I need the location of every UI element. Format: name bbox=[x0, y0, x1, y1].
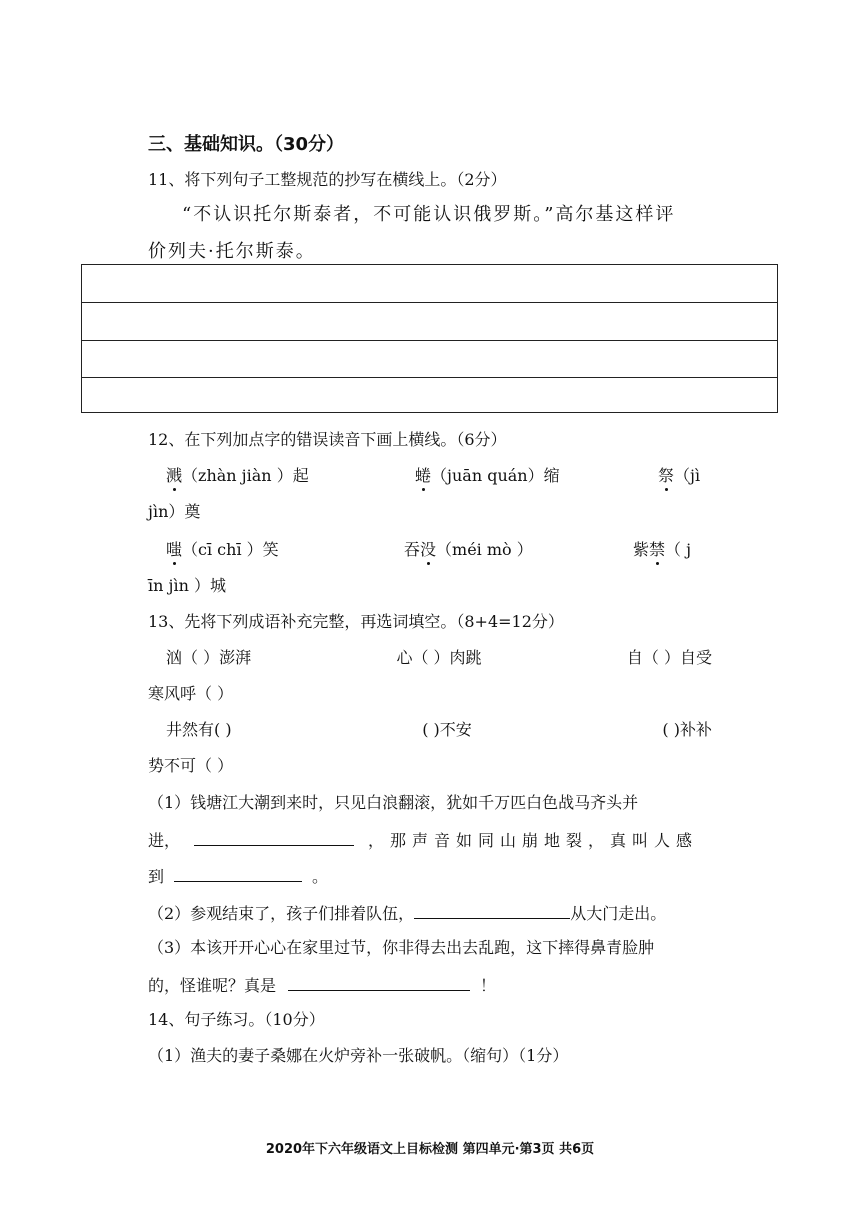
question-14-sentence-1: （1）渔夫的妻子桑娜在火炉旁补一张破帆。（缩句）（1分） bbox=[148, 1046, 569, 1065]
idiom-item: ( )补补 bbox=[662, 720, 712, 739]
question-13-prompt: 13、先将下列成语补充完整，再选词填空。（8+4=12分） bbox=[148, 612, 564, 631]
quote-line-1: “不认识托尔斯泰者，不可能认识俄罗斯。”高尔基这样评 bbox=[182, 204, 676, 225]
dotted-char: 溅 bbox=[166, 466, 183, 485]
idiom-item: 汹（ ）澎湃 bbox=[166, 648, 252, 667]
pinyin-item: 吞没（méi mò ） bbox=[404, 540, 533, 559]
question-12-prompt: 12、在下列加点字的错误读音下画上横线。（6分） bbox=[148, 430, 507, 449]
sentence-3-line-1: （3）本该开开心心在家里过节，你非得去出去乱跑，这下摔得鼻青脸肿 bbox=[148, 938, 655, 957]
dotted-char: 蜷 bbox=[415, 466, 432, 485]
dotted-char: 嗤 bbox=[166, 540, 183, 559]
fill-blank[interactable] bbox=[194, 829, 354, 846]
pinyin-item-wrap: īn jìn ）城 bbox=[148, 576, 226, 595]
pinyin-item-wrap: jìn）奠 bbox=[148, 502, 201, 521]
quote-line-2: 价列夫·托尔斯泰。 bbox=[148, 241, 316, 262]
pinyin-item: 溅（zhàn jiàn ）起 bbox=[166, 466, 309, 485]
copy-writing-grid[interactable] bbox=[81, 264, 778, 413]
pinyin-item: 嗤（cī chī ）笑 bbox=[166, 540, 279, 559]
idiom-item: 井然有( ) bbox=[166, 720, 232, 739]
dotted-char: 祭 bbox=[658, 466, 675, 485]
page-footer: 2020年下六年级语文上目标检测 第四单元·第3页 共6页 bbox=[265, 1142, 595, 1157]
idiom-item: ( )不安 bbox=[422, 720, 472, 739]
dotted-char: 没 bbox=[420, 540, 437, 559]
fill-blank[interactable] bbox=[174, 865, 302, 882]
writing-line bbox=[82, 302, 777, 303]
idiom-item-wrap: 势不可（ ） bbox=[148, 756, 234, 775]
writing-line bbox=[82, 377, 777, 378]
fill-blank[interactable] bbox=[288, 974, 470, 991]
idiom-item: 心（ ）肉跳 bbox=[396, 648, 482, 667]
sentence-3-line-2: 的，怪谁呢？真是 ！ bbox=[148, 976, 497, 995]
idiom-item: 自（ ）自受 bbox=[626, 648, 712, 667]
pinyin-item: 祭（jì bbox=[658, 466, 701, 485]
sentence-2: （2）参观结束了，孩子们排着队伍， 从大门走出。 bbox=[148, 904, 667, 923]
fill-blank[interactable] bbox=[414, 902, 570, 919]
pinyin-item: 蜷（juān quán）缩 bbox=[415, 466, 560, 485]
idiom-row bbox=[166, 648, 712, 668]
question-14-prompt: 14、句子练习。（10分） bbox=[148, 1010, 325, 1029]
sentence-1-line-1: （1）钱塘江大潮到来时，只见白浪翻滚，犹如千万匹白色战马齐头并 bbox=[148, 793, 639, 812]
section-title: 三、基础知识。（30分） bbox=[148, 134, 345, 155]
pinyin-item: 紫禁（ j bbox=[633, 540, 692, 559]
question-11-prompt: 11、将下列句子工整规范的抄写在横线上。（2分） bbox=[148, 170, 507, 189]
idiom-item-wrap: 寒风呼（ ） bbox=[148, 684, 234, 703]
writing-line bbox=[82, 340, 777, 341]
sentence-1-line-2: 进， ，那声音如同山崩地裂，真叫人感 bbox=[148, 831, 699, 850]
idiom-row bbox=[166, 720, 712, 740]
sentence-1-line-3: 到 。 bbox=[148, 867, 329, 886]
dotted-char: 禁 bbox=[649, 540, 666, 559]
